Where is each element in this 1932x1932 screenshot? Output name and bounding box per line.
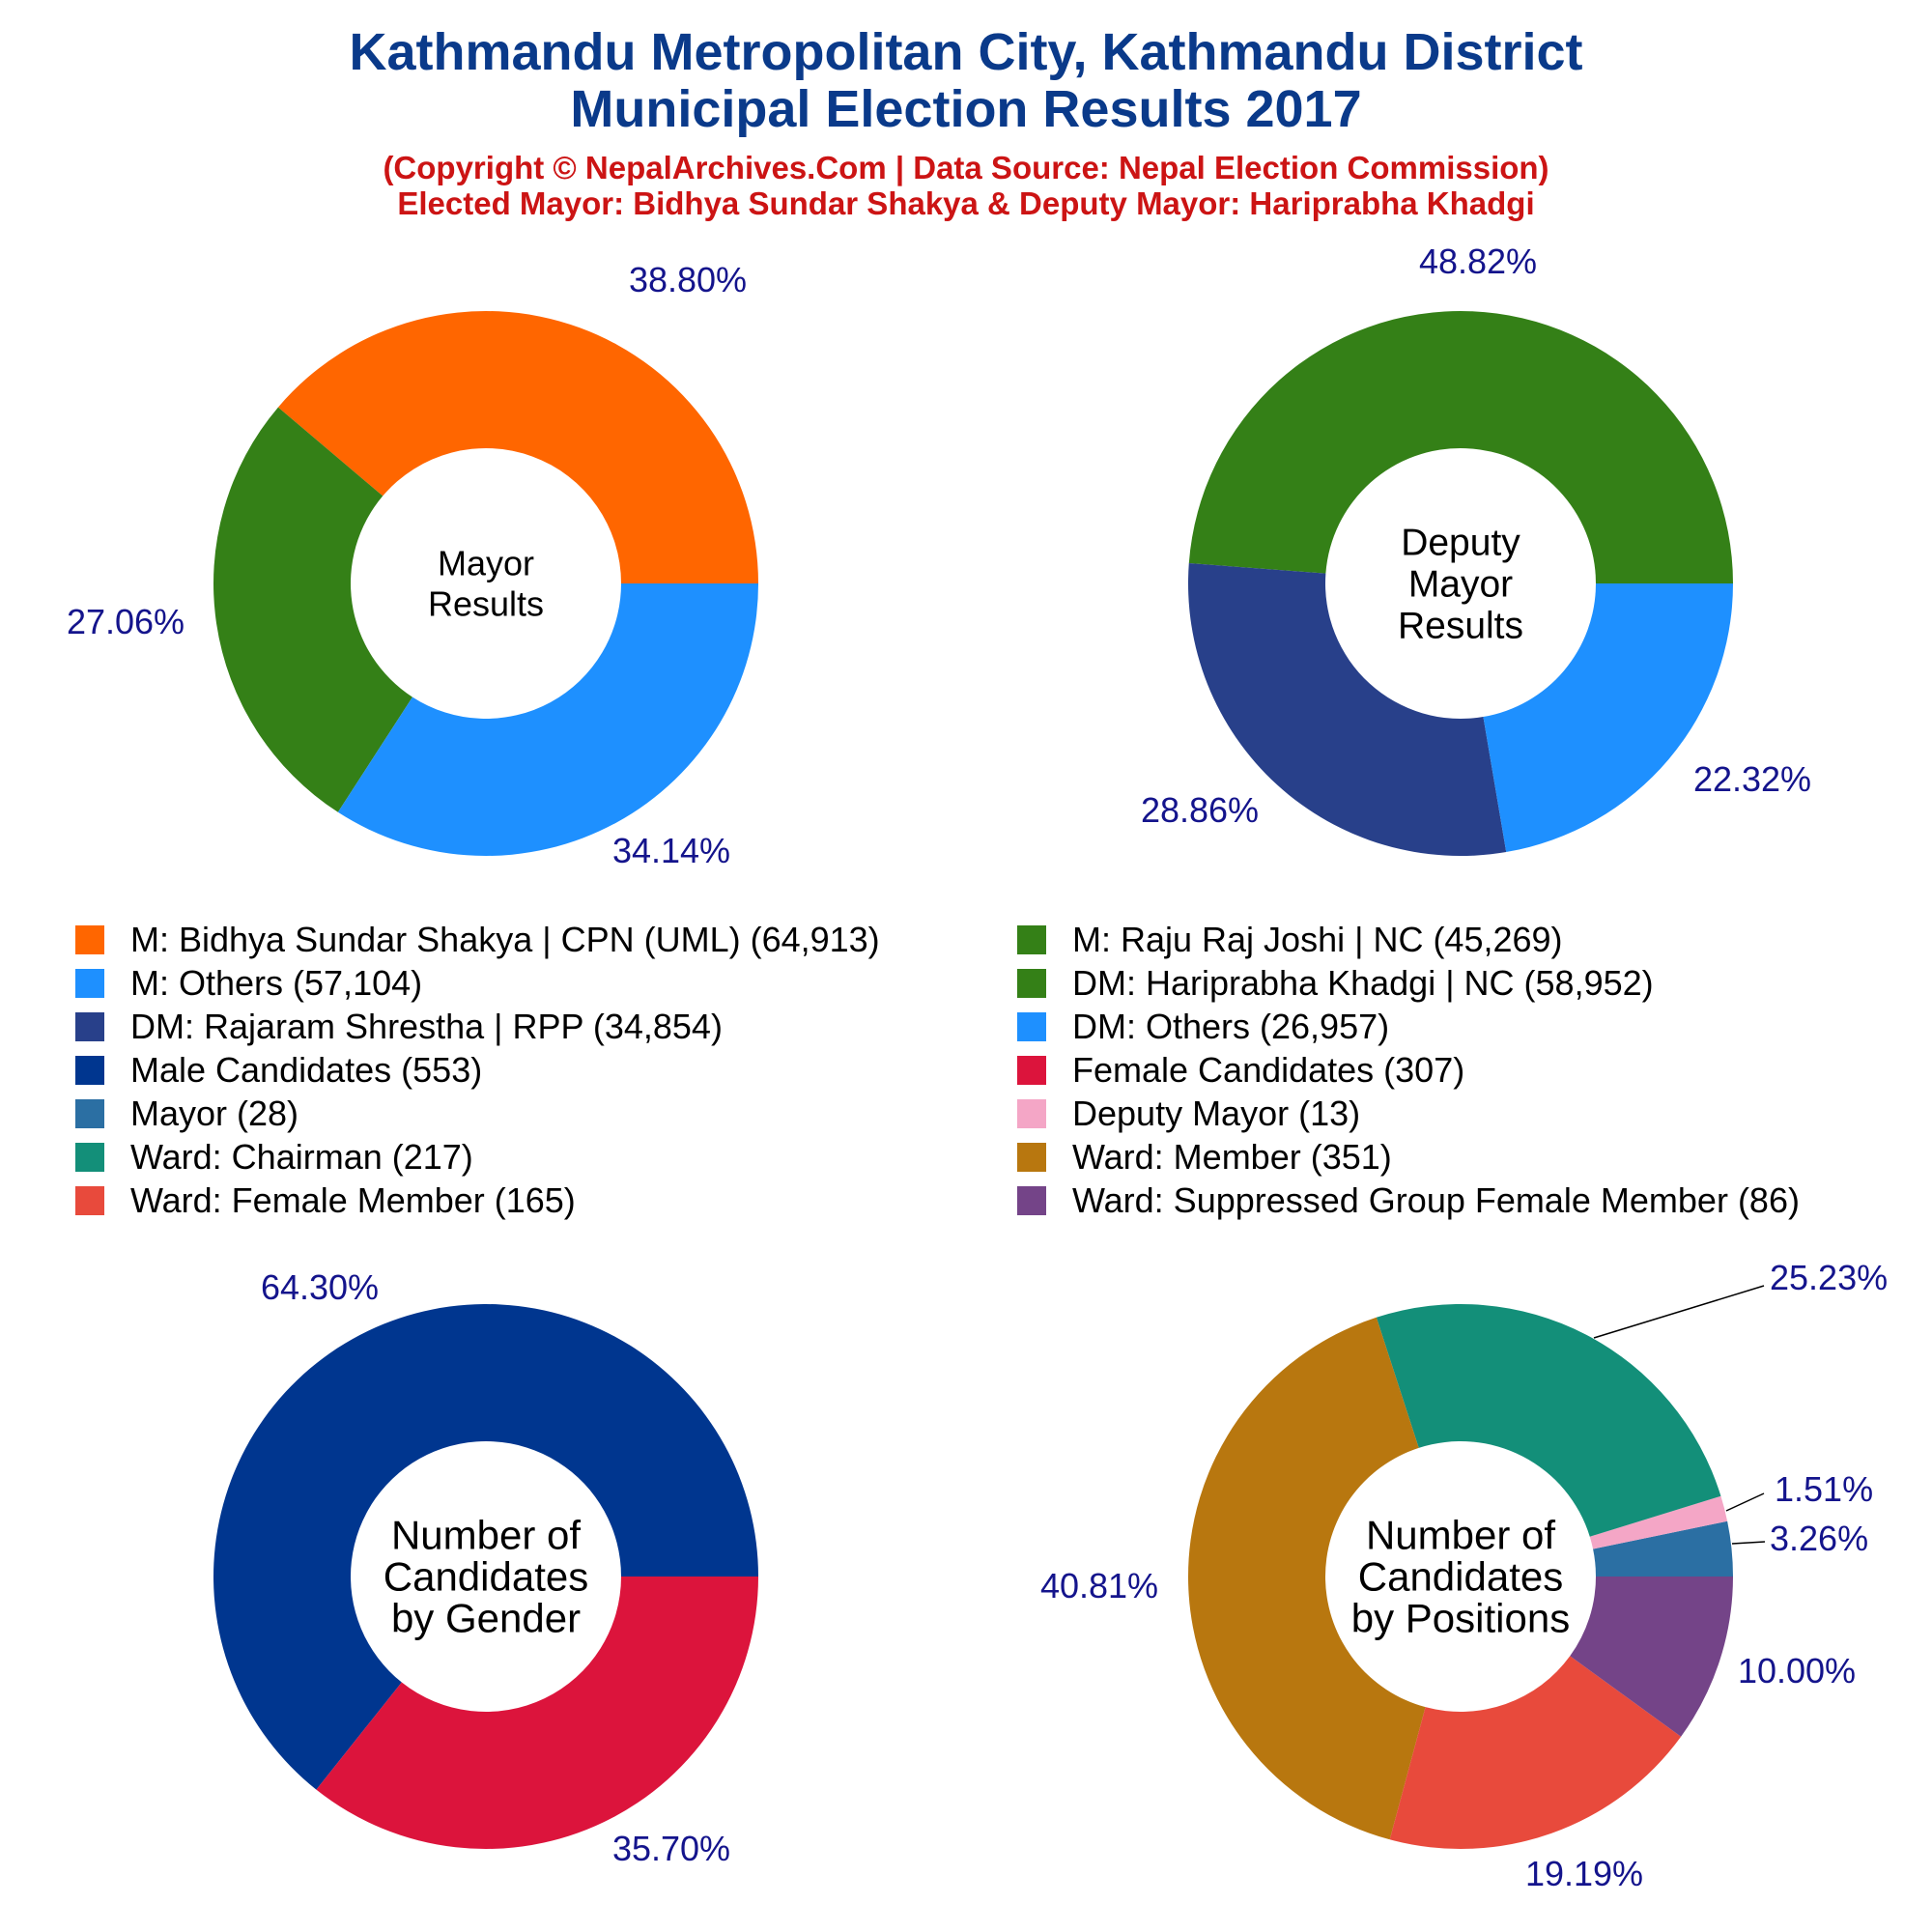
percent-label-ward-female-member: 19.19% [1524, 1854, 1644, 1893]
center-label-line: by Positions [1350, 1595, 1571, 1641]
legend-label: Ward: Female Member (165) [130, 1180, 576, 1220]
legend-swatch [1017, 1143, 1046, 1172]
legend-swatch [1017, 1056, 1046, 1085]
percent-label-female-candidates: 35.70% [611, 1829, 731, 1868]
center-label-line: Mayor [437, 543, 535, 583]
legend-swatch [75, 1143, 104, 1172]
legend-label: Ward: Member (351) [1072, 1137, 1392, 1177]
legend-label: DM: Hariprabha Khadgi | NC (58,952) [1072, 963, 1654, 1003]
chart-title-line2: Municipal Election Results 2017 [570, 80, 1362, 138]
legend-label: M: Others (57,104) [130, 963, 423, 1003]
legend-swatch [75, 1012, 104, 1041]
legend-label: Ward: Suppressed Group Female Member (86) [1072, 1180, 1800, 1220]
center-label-line: Mayor [1407, 563, 1514, 606]
legend-swatch [1017, 925, 1046, 954]
legend-swatch [1017, 1186, 1046, 1215]
legend-swatch [75, 1056, 104, 1085]
legend-label: Deputy Mayor (13) [1072, 1094, 1361, 1133]
percent-label-dm-others: 22.32% [1692, 759, 1812, 799]
center-label-line: Candidates [383, 1553, 589, 1600]
center-label-line: Candidates [1357, 1553, 1564, 1600]
legend-swatch [75, 969, 104, 998]
percent-label-dm-rajaram-shrestha-rpp: 28.86% [1140, 790, 1260, 830]
percent-label-male-candidates: 64.30% [260, 1267, 380, 1307]
center-label-line: Number of [1365, 1512, 1556, 1558]
center-label-line: Deputy [1401, 522, 1520, 564]
center-label-line: by Gender [390, 1595, 582, 1641]
percent-label-ward-chairman: 25.23% [1770, 1258, 1889, 1297]
center-label-line: Results [427, 583, 545, 624]
percent-label-mayor: 3.26% [1770, 1519, 1869, 1558]
legend-label: DM: Others (26,957) [1072, 1007, 1390, 1046]
percent-label-m-bidhya-sundar-shakya-cpn-uml: 38.80% [628, 260, 748, 299]
legend-swatch [75, 1186, 104, 1215]
center-label-line: Results [1397, 605, 1524, 647]
legend-swatch [1017, 1012, 1046, 1041]
legend-label: DM: Rajaram Shrestha | RPP (34,854) [130, 1007, 723, 1046]
center-label-line: Number of [390, 1512, 582, 1558]
legend-swatch [1017, 1099, 1046, 1128]
legend-label: M: Bidhya Sundar Shakya | CPN (UML) (64,913) [130, 920, 880, 959]
legend-label: M: Raju Raj Joshi | NC (45,269) [1072, 920, 1563, 959]
percent-label-m-raju-raj-joshi-nc: 27.06% [66, 602, 185, 641]
percent-label-dm-hariprabha-khadgi-nc: 48.82% [1418, 242, 1538, 281]
legend-label: Female Candidates (307) [1072, 1050, 1465, 1090]
percent-label-m-others: 34.14% [611, 831, 731, 870]
chart-subtitle-copyright: (Copyright © NepalArchives.Com | Data Source: Nepal Election Commission) [383, 150, 1549, 185]
percent-label-ward-suppressed-group-female-member: 10.00% [1737, 1651, 1857, 1690]
legend-swatch [75, 1099, 104, 1128]
percent-label-deputy-mayor: 1.51% [1775, 1469, 1874, 1509]
legend-swatch [75, 925, 104, 954]
legend-label: Mayor (28) [130, 1094, 299, 1133]
chart-title-line1: Kathmandu Metropolitan City, Kathmandu District [349, 23, 1583, 81]
legend-swatch [1017, 969, 1046, 998]
chart-subtitle-elected: Elected Mayor: Bidhya Sundar Shakya & Deputy Mayor: Hariprabha Khadgi [397, 185, 1535, 221]
percent-label-ward-member: 40.81% [1039, 1566, 1159, 1605]
legend-label: Ward: Chairman (217) [130, 1137, 473, 1177]
legend-label: Male Candidates (553) [130, 1050, 483, 1090]
